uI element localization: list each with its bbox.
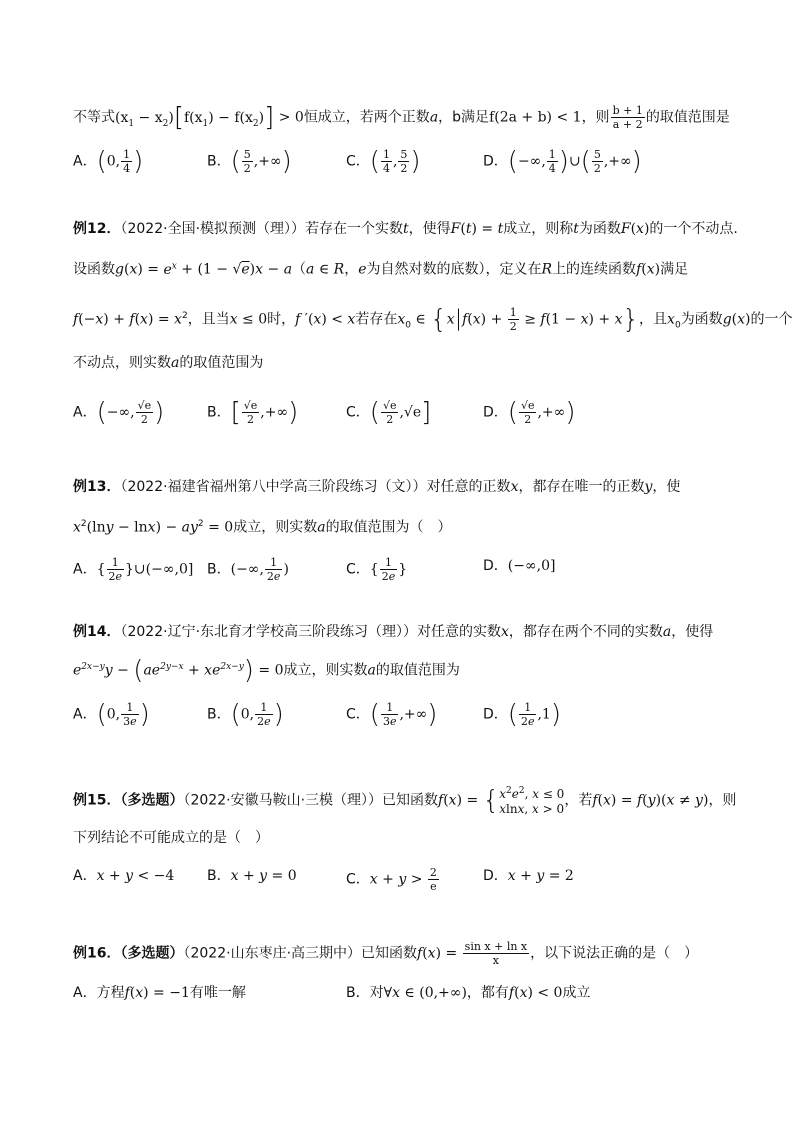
q14-option-d: D．( $\frac{1}{2e}$ ,1) [483, 699, 561, 730]
q13-line-1: 例13．（2022·福建省福州第八中学高三阶段练习（文））对任意的正数x，都存在唯一的正数y，使 [73, 479, 681, 495]
q11-option-a: A．(0, $\frac{1}{4}$ ) [73, 146, 144, 177]
q12-line-2: 设函数$g(x) = e^x + (1 - √e)x - a(a$ ∈ R，e为自然对数的底数），定义在R上的连续函数f(x)满足 [73, 261, 689, 278]
q16-line-1: 例16．（多选题）（2022·山东枣庄·高三期中）已知函数f(x) = $\frac{\text{sin x + ln x}}{x}$ ，以下说法正确的是（ ） [73, 940, 699, 967]
q12-option-a: A．(−∞, $\frac{√e}{2}$ ) [73, 397, 165, 428]
q15-option-a: A．x + y < −4 [73, 868, 175, 884]
q15-source: （2022·安徽马鞍山·三模（理）） [183, 792, 383, 809]
q12-option-b: B．[ $\frac{√e}{2}$ ,+∞) [207, 397, 299, 428]
q16-option-a: A．方程f(x) = −1有唯一解 [73, 985, 246, 1001]
q14-number: 例14． [73, 624, 121, 640]
q11-option-c: C．( $\frac{1}{4}$ , $\frac{5}{2}$ ) [346, 146, 421, 177]
q14-source: （2022·辽宁·东北育才学校高三阶段练习（理）） [120, 624, 418, 640]
q13-option-b: B．(−∞, $\frac{1}{2e}$ ) [207, 556, 289, 583]
q13-option-d: D．(−∞,0] [483, 558, 556, 574]
q15-option-d: D．x + y = 2 [483, 868, 574, 884]
q14-option-c: C．( $\frac{1}{3e}$ ,+∞) [346, 699, 438, 730]
q13-source: （2022·福建省福州第八中学高三阶段练习（文）） [120, 479, 427, 495]
q15-line-2: 下列结论不可能成立的是（ ） [73, 830, 269, 846]
q16-number: 例16． [73, 945, 121, 962]
q15-tag: （多选题） [120, 792, 184, 809]
q15-line-1: 例15．（多选题）（2022·安徽马鞍山·三模（理））已知函数$f(x) = \{x^2e^2$, x ≤ 0 xlnx, x > 0，若f(x) = f(y)(x ≠ y)，则 [73, 785, 737, 816]
q13-option-a: A．{ $\frac{1}{2e}$ }∪(−∞,0] [73, 556, 194, 583]
q12-source: （2022·全国·模拟预测（理）） [120, 221, 306, 237]
q12-line-1: 例12．（2022·全国·模拟预测（理））若存在一个实数t，使得F(t) = t成立，则称t为函数F(x)的一个不动点. [73, 221, 738, 237]
q11-stem: 不等式$(x_1 - x_2)[f(x_1) - f(x_2)] > 0$恒成立，若两个正数a，b满足f(2a + b) < 1，则 $\frac{b + 1}{a + 2}$ 的取值范围是 [73, 102, 730, 133]
q16-source: （2022·山东枣庄·高三期中） [183, 945, 362, 962]
q11-option-b: B．( $\frac{5}{2}$ ,+∞) [207, 146, 292, 177]
q13-option-c: C．{ $\frac{1}{2e}$ } [346, 556, 408, 583]
q11-option-d: D．(−∞, $\frac{1}{4}$ )∪( $\frac{5}{2}$ ,+∞) [483, 146, 642, 177]
q12-number: 例12． [73, 221, 121, 237]
q15-number: 例15． [73, 792, 121, 809]
q14-line-2: $e^{2x-y}y - (ae^{2y-x} + xe^{2x-y}) = 0$成立，则实数a的取值范围为 [73, 655, 460, 686]
q13-line-2: $x^2(\ln y - \ln x) - ay^2 = 0$成立，则实数a的取值范围为（ ） [73, 519, 452, 536]
q15-option-b: B．x + y = 0 [207, 868, 297, 884]
q15-option-c: C．x + y > $\frac{2}{e}$ [346, 866, 437, 893]
q14-option-b: B．(0, $\frac{1}{2e}$ ) [207, 699, 284, 730]
q12-line-3: $f(-x) + f(x) = x^2$，且当x ≤ 0时，f ′(x) < x若存在$x_0$ ∈ {x|f(x) + $\frac{1}{2}$ ≥ f(1 − x) + x}，且$x_0$为函数g(x)的一个 [73, 304, 793, 335]
q14-option-a: A．(0, $\frac{1}{3e}$ ) [73, 699, 150, 730]
q16-tag: （多选题） [120, 945, 184, 962]
q12-option-c: C．( $\frac{√e}{2}$ ,√e] [346, 397, 432, 428]
q12-line-4: 不动点，则实数a的取值范围为 [73, 355, 264, 371]
q12-option-d: D．( $\frac{√e}{2}$ ,+∞) [483, 397, 576, 428]
q13-number: 例13． [73, 479, 121, 495]
q14-line-1: 例14．（2022·辽宁·东北育才学校高三阶段练习（理））对任意的实数x，都存在两个不同的实数a，使得 [73, 624, 714, 640]
q16-option-b: B．对∀x ∈ (0,+∞)，都有f(x) < 0成立 [346, 985, 591, 1001]
